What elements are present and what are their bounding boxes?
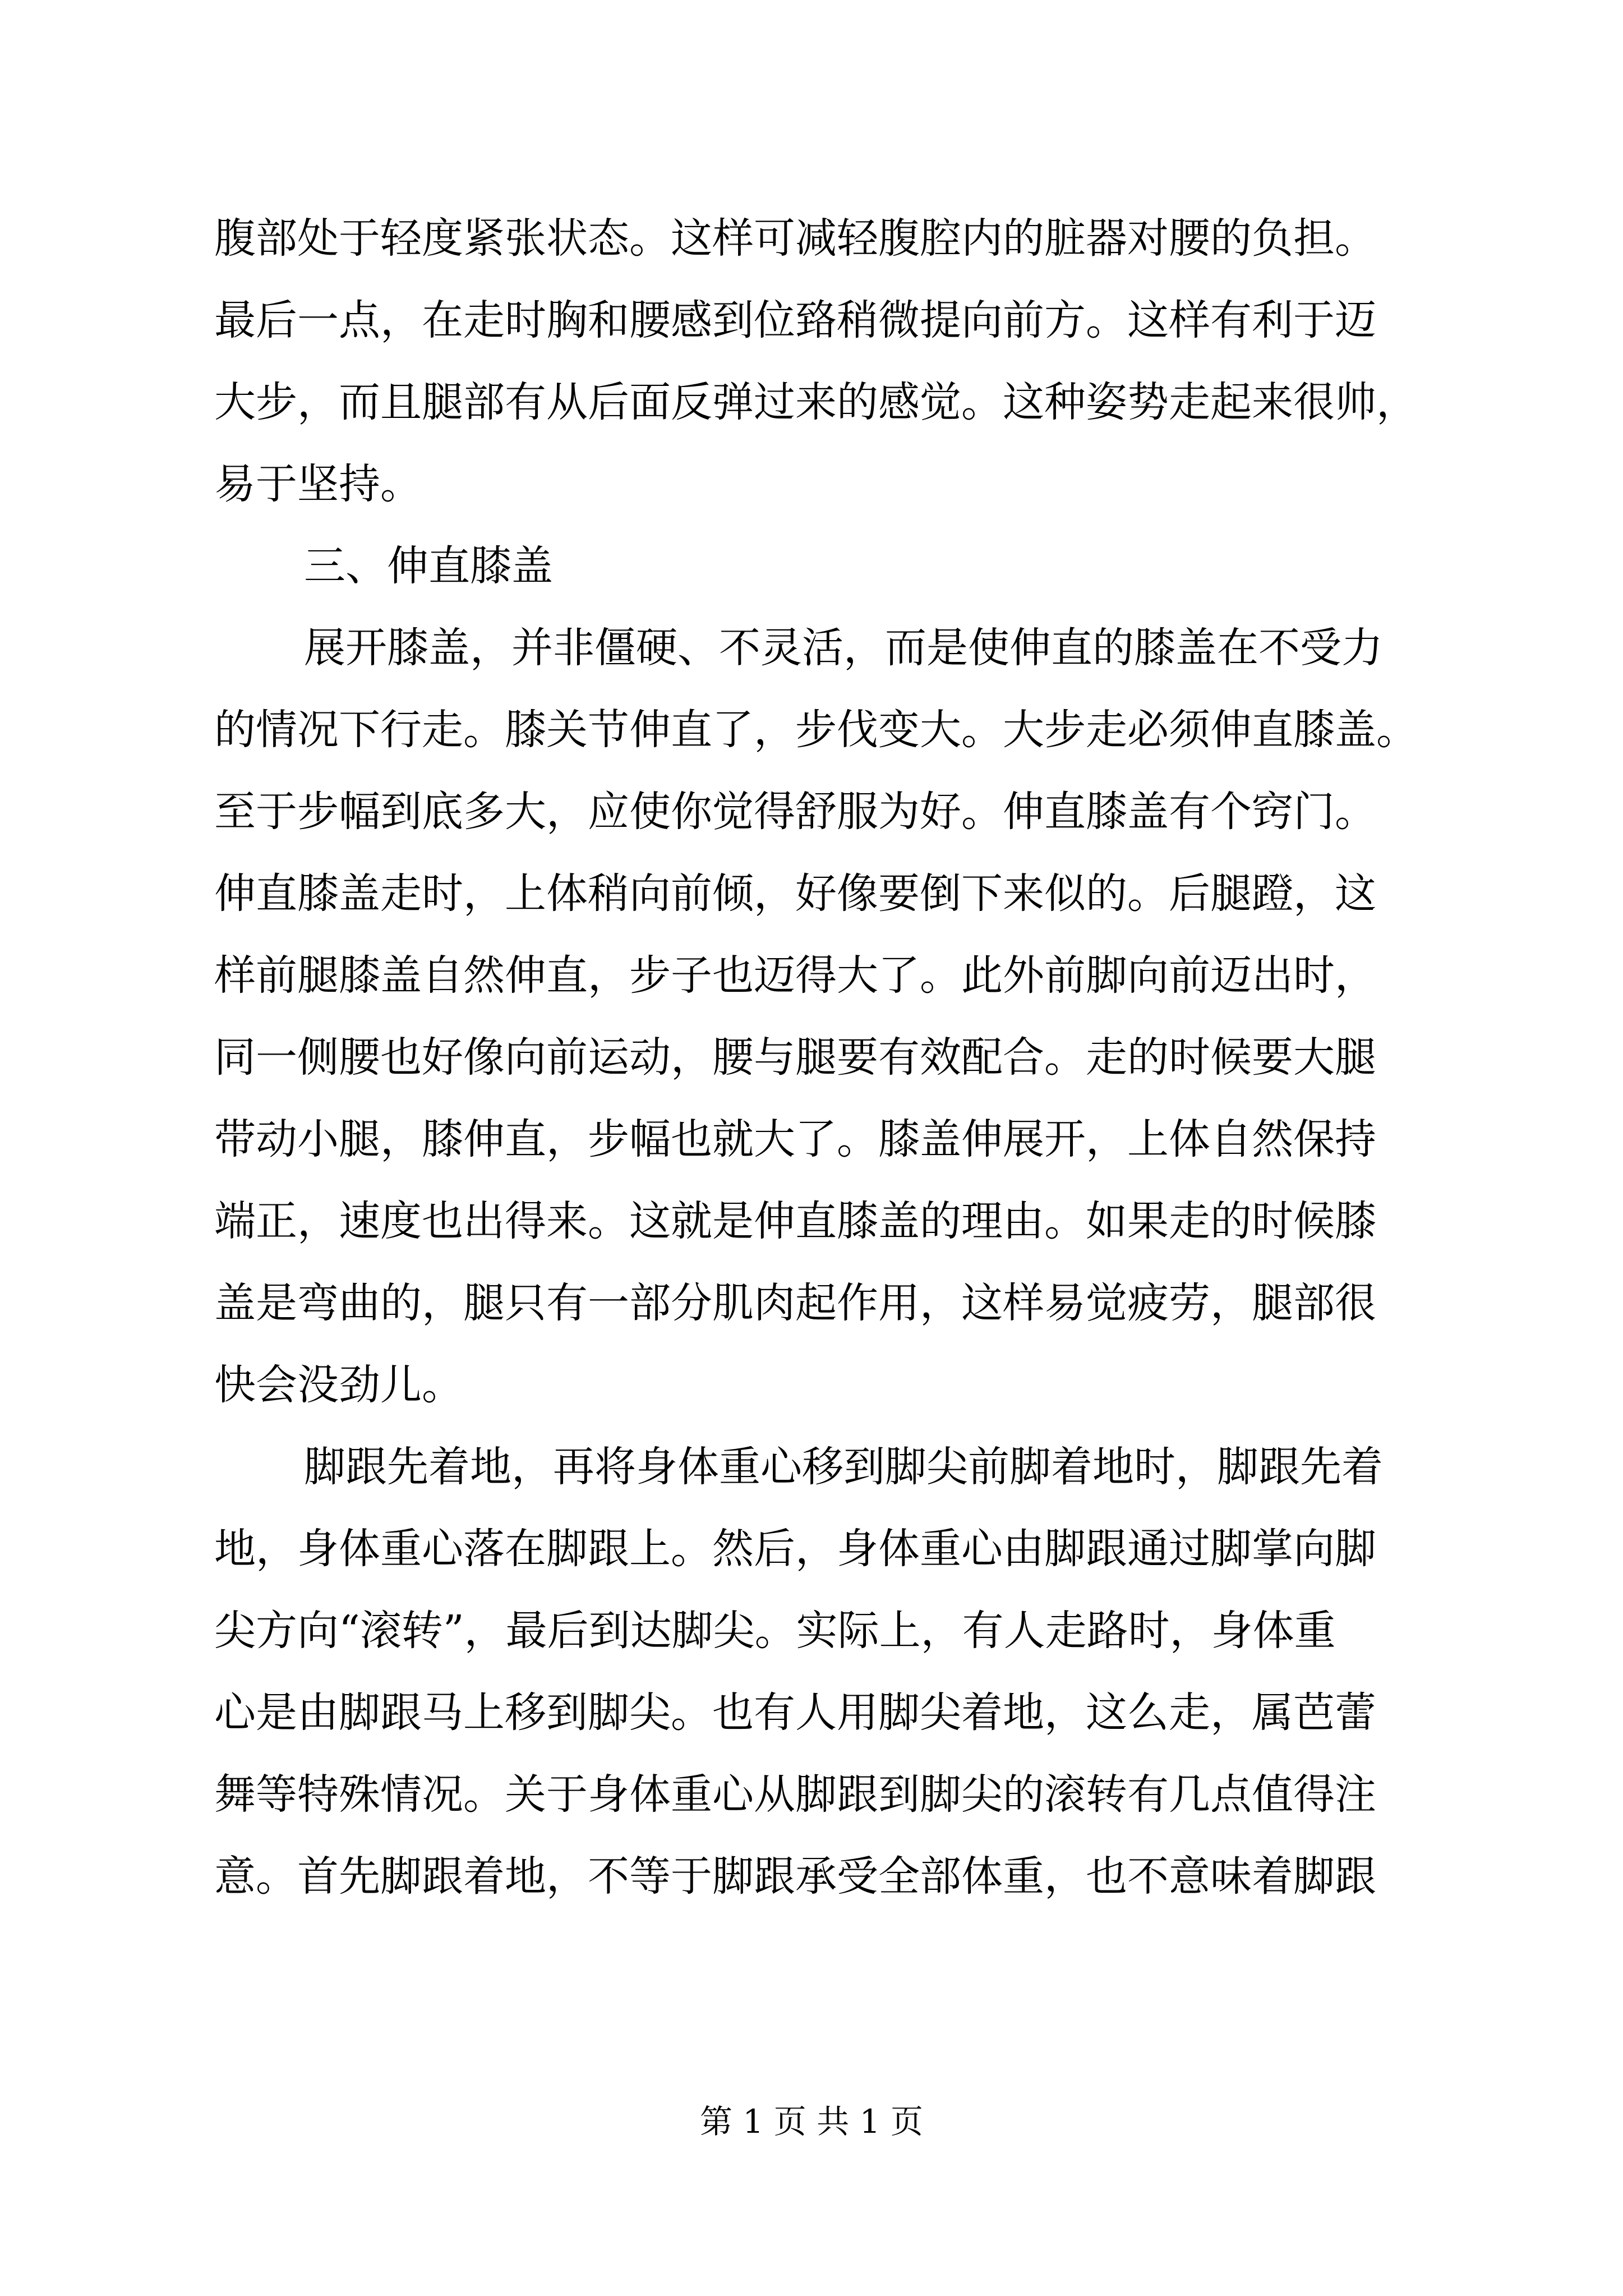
- section-heading: 三、伸直膝盖: [304, 542, 553, 590]
- text-line: 的情况下行走。膝关节伸直了，步伐变大。大步走必须伸直膝盖。: [214, 706, 1418, 754]
- text-line: 舞等特殊情况。关于身体重心从脚跟到脚尖的滚转有几点值得注: [214, 1770, 1376, 1819]
- text-line: 盖是弯曲的，腿只有一部分肌肉起作用，这样易觉疲劳，腿部很: [214, 1279, 1376, 1327]
- text-line: 尖方向“滚转”，最后到达脚尖。实际上，有人走路时，身体重: [214, 1607, 1336, 1655]
- text-line: 最后一点，在走时胸和腰感到位臵稍微提向前方。这样有利于迈: [214, 296, 1376, 344]
- text-line: 腹部处于轻度紧张状态。这样可减轻腹腔内的脏器对腰的负担。: [214, 214, 1376, 263]
- text-line: 至于步幅到底多大，应使你觉得舒服为好。伸直膝盖有个窍门。: [214, 788, 1376, 836]
- text-line: 展开膝盖，并非僵硬、不灵活，而是使伸直的膝盖在不受力: [304, 624, 1383, 672]
- text-line: 脚跟先着地，再将身体重心移到脚尖前脚着地时，脚跟先着: [304, 1443, 1383, 1491]
- text-line: 意。首先脚跟着地，不等于脚跟承受全部体重，也不意味着脚跟: [214, 1852, 1376, 1901]
- text-line: 样前腿膝盖自然伸直，步子也迈得大了。此外前脚向前迈出时，: [214, 951, 1376, 1000]
- text-line: 大步，而且腿部有从后面反弹过来的感觉。这种姿势走起来很帅，: [214, 378, 1418, 426]
- text-line: 带动小腿，膝伸直，步幅也就大了。膝盖伸展开，上体自然保持: [214, 1115, 1376, 1163]
- text-line: 心是由脚跟马上移到脚尖。也有人用脚尖着地，这么走，属芭蕾: [214, 1688, 1376, 1737]
- page-footer: 第 1 页 共 1 页: [700, 2102, 923, 2141]
- text-line: 伸直膝盖走时，上体稍向前倾，好像要倒下来似的。后腿蹬，这: [214, 869, 1376, 918]
- text-line: 快会没劲儿。: [214, 1361, 463, 1409]
- text-line: 地，身体重心落在脚跟上。然后，身体重心由脚跟通过脚掌向脚: [214, 1525, 1376, 1573]
- text-line: 端正，速度也出得来。这就是伸直膝盖的理由。如果走的时候膝: [214, 1197, 1376, 1245]
- text-line: 易于坚持。: [214, 460, 422, 508]
- text-line: 同一侧腰也好像向前运动，腰与腿要有效配合。走的时候要大腿: [214, 1033, 1376, 1082]
